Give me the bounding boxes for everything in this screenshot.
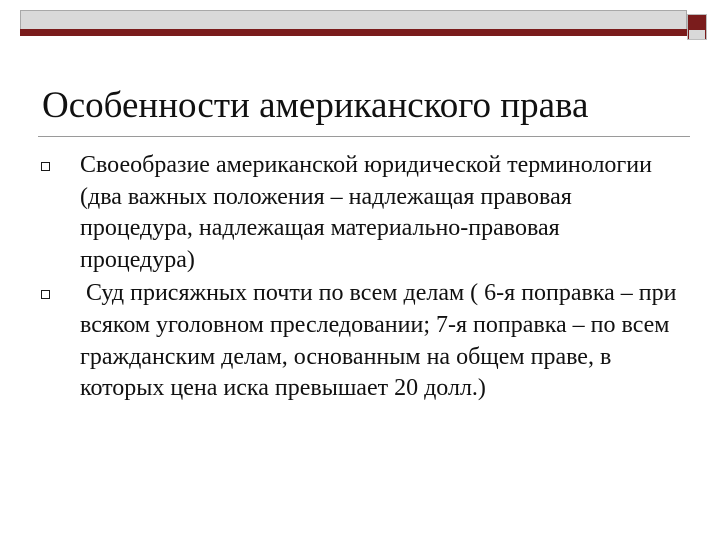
corner-decoration-inner bbox=[689, 30, 705, 39]
bullet-list bbox=[38, 150, 683, 407]
list-item bbox=[38, 150, 678, 276]
slide-title: Особенности американского права bbox=[42, 85, 589, 126]
hollow-square-bullet-icon bbox=[41, 162, 50, 171]
title-divider bbox=[38, 136, 690, 137]
hollow-square-bullet-icon bbox=[41, 290, 50, 299]
bullet-text: Своеобразие американской юридической терминологии (два важных положения – надлежащая правовая процедура, надлежащая материально-правовая процедура) bbox=[80, 152, 658, 273]
bullet-text: Суд присяжных почти по всем делам ( 6-я поправка – при всяком уголовном преследовании; 7-я поправка – по всем гражданским делам, основанным на общем праве, в которых цена иска превышает 20 долл.) bbox=[80, 280, 683, 402]
list-item bbox=[38, 278, 683, 404]
header-accent-stripe bbox=[20, 29, 687, 36]
